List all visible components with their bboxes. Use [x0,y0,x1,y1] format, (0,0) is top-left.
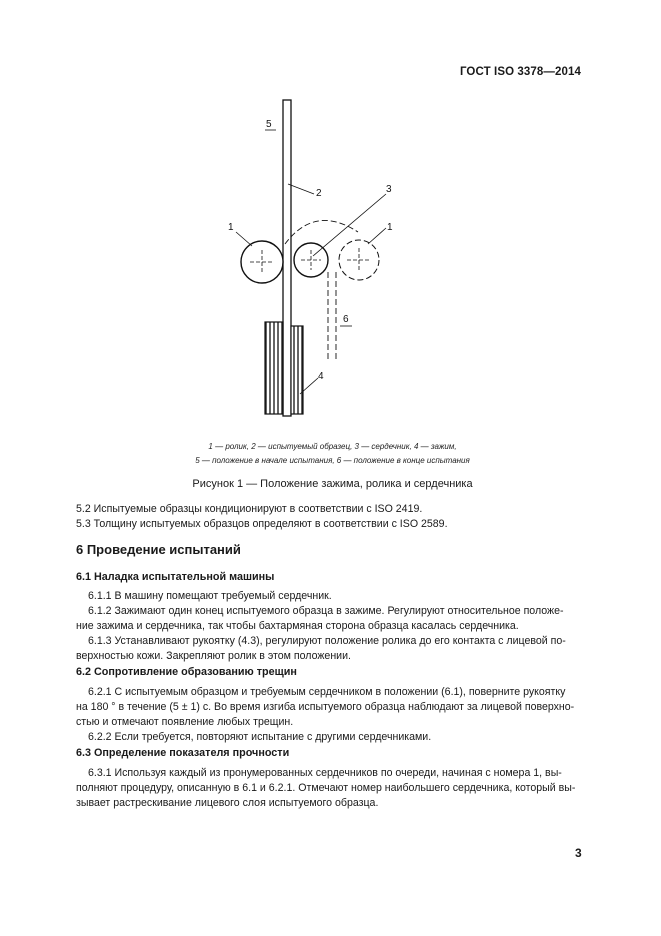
label-5: 5 [266,119,272,130]
paragraph-6-1-3-line-1: 6.1.3 Устанавливают рукоятку (4.3), регулируют положение ролика до его контакта с лицевой по- [88,635,566,647]
paragraph-6-1-2-line-1: 6.1.2 Зажимают один конец испытуемого образца в зажиме. Регулируют относительное положе- [88,605,564,617]
paragraph-6-1-2-line-2: ние зажима и сердечника, так чтобы бахтармяная сторона образца касалась сердечника. [76,620,519,632]
label-4: 4 [318,371,324,382]
paragraph-6-2-1-line-2: на 180 ° в течение (5 ± 1) с. Во время изгиба испытуемого образца наблюдают за лицевой поверхно- [76,701,575,713]
paragraph-5-3: 5.3 Толщину испытуемых образцов определяют в соответствии с ISO 2589. [76,518,448,530]
label-1-right-leader [368,228,386,244]
clamp-left [265,322,283,414]
roller-path-arc [285,220,358,244]
label-3-leader [313,194,386,256]
specimen-strip [283,100,291,416]
paragraph-6-3-1-line-3: зывает растрескивание лицевого слоя испытуемого образца. [76,797,379,809]
paragraph-6-2-1-line-3: стью и отмечают появление любых трещин. [76,716,294,728]
label-1-left-leader [236,232,252,246]
paragraph-6-1-3-line-2: верхностью кожи. Закрепляют ролик в этом положении. [76,650,351,662]
figure-legend-line-2: 5 — положение в начале испытания, 6 — положение в конце испытания [195,456,470,465]
figure-caption: Рисунок 1 — Положение зажима, ролика и сердечника [192,478,473,490]
figure-1-diagram [200,94,400,424]
label-1-left: 1 [228,222,234,233]
paragraph-6-3-1-line-1: 6.3.1 Используя каждый из пронумерованных сердечников по очереди, начиная с номера 1, вы- [88,767,562,779]
label-1-right: 1 [387,222,393,233]
section-6-title: 6 Проведение испытаний [76,542,241,557]
section-6-3-title: 6.3 Определение показателя прочности [76,747,290,759]
paragraph-5-2: 5.2 Испытуемые образцы кондиционируют в соответствии с ISO 2419. [76,503,423,515]
paragraph-6-2-2: 6.2.2 Если требуется, повторяют испытание с другими сердечниками. [88,731,432,743]
paragraph-6-3-1-line-2: полняют процедуру, описанную в 6.1 и 6.2.1. Отмечают номер наибольшего сердечника, который вы- [76,782,576,794]
label-6: 6 [343,314,349,325]
label-2: 2 [316,188,322,199]
section-6-2-title: 6.2 Сопротивление образованию трещин [76,666,297,678]
figure-legend-line-1: 1 — ролик, 2 — испытуемый образец, 3 — сердечник, 4 — зажим, [208,442,457,451]
paragraph-6-1-1: 6.1.1 В машину помещают требуемый сердечник. [88,590,332,602]
page-number: 3 [575,846,582,860]
paragraph-6-2-1-line-1: 6.2.1 С испытуемым образцом и требуемым сердечником в положении (6.1), поверните рукоятку [88,686,566,698]
section-6-1-title: 6.1 Наладка испытательной машины [76,571,275,583]
document-header: ГОСТ ISO 3378—2014 [459,66,581,78]
label-3: 3 [386,184,392,195]
label-2-leader [288,184,314,194]
clamp-right [291,326,303,414]
